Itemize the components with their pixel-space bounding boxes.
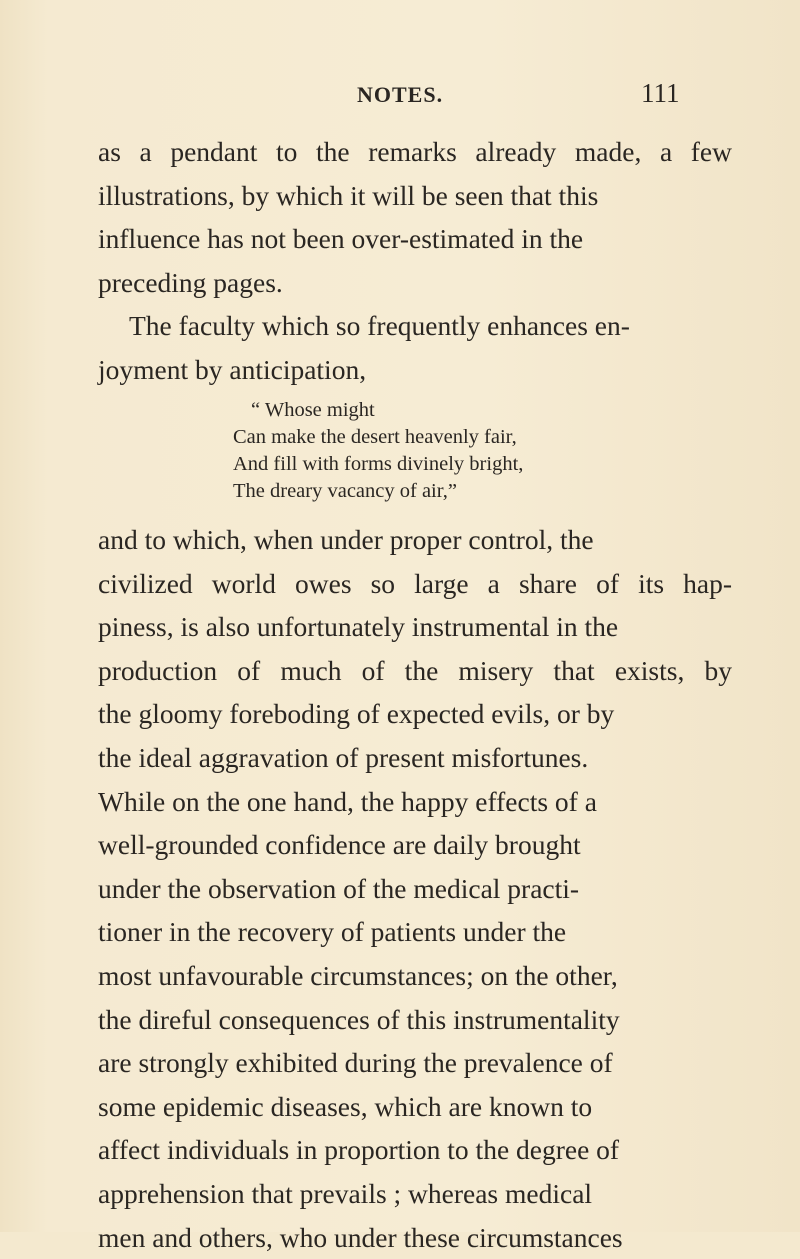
verse-line: And fill with forms divinely bright, <box>233 451 693 478</box>
text-line: most unfavourable circumstances; on the other, <box>98 954 738 998</box>
text-line: well-grounded confidence are daily brought <box>98 823 738 867</box>
text-line: apprehension that prevails ; whereas medical <box>98 1172 738 1216</box>
text-line: under the observation of the medical practi- <box>98 867 738 911</box>
paragraph-1 <box>98 130 732 304</box>
text-line: illustrations, by which it will be seen that this <box>98 174 732 218</box>
text-line: piness, is also unfortunately instrumental in the <box>98 605 738 649</box>
text-line: While on the one hand, the happy effects of a <box>98 780 738 824</box>
text-line: men and others, who under these circumstances <box>98 1216 738 1259</box>
text-line: are strongly exhibited during the prevalence of <box>98 1041 738 1085</box>
text-line: affect individuals in proportion to the degree of <box>98 1128 738 1172</box>
text-line: influence has not been over-estimated in the <box>98 217 732 261</box>
running-head <box>0 78 800 114</box>
text-line: preceding pages. <box>98 261 732 305</box>
verse-quotation <box>233 397 693 505</box>
text-line: joyment by anticipation, <box>98 348 738 392</box>
text-line: and to which, when under proper control, the <box>98 518 738 562</box>
text-line: some epidemic diseases, which are known to <box>98 1085 738 1129</box>
text-line: The faculty which so frequently enhances en- <box>98 304 738 348</box>
verse-line: The dreary vacancy of air,” <box>233 478 693 505</box>
text-line: tioner in the recovery of patients under the <box>98 910 738 954</box>
verse-line: Can make the desert heavenly fair, <box>233 424 693 451</box>
text-line: the direful consequences of this instrumentality <box>98 998 738 1042</box>
paragraph-2 <box>98 304 738 391</box>
text-line: as a pendant to the remarks already made, a few <box>98 130 732 174</box>
verse-line: “ Whose might <box>233 397 693 424</box>
text-line: the gloomy foreboding of expected evils, or by <box>98 692 738 736</box>
page-number: 111 <box>641 78 680 109</box>
running-head-title: NOTES. <box>357 82 443 108</box>
text-line: production of much of the misery that exists, by <box>98 649 738 693</box>
paragraph-3 <box>98 518 738 1259</box>
text-line: the ideal aggravation of present misfortunes. <box>98 736 738 780</box>
text-line: civilized world owes so large a share of its hap- <box>98 562 738 606</box>
